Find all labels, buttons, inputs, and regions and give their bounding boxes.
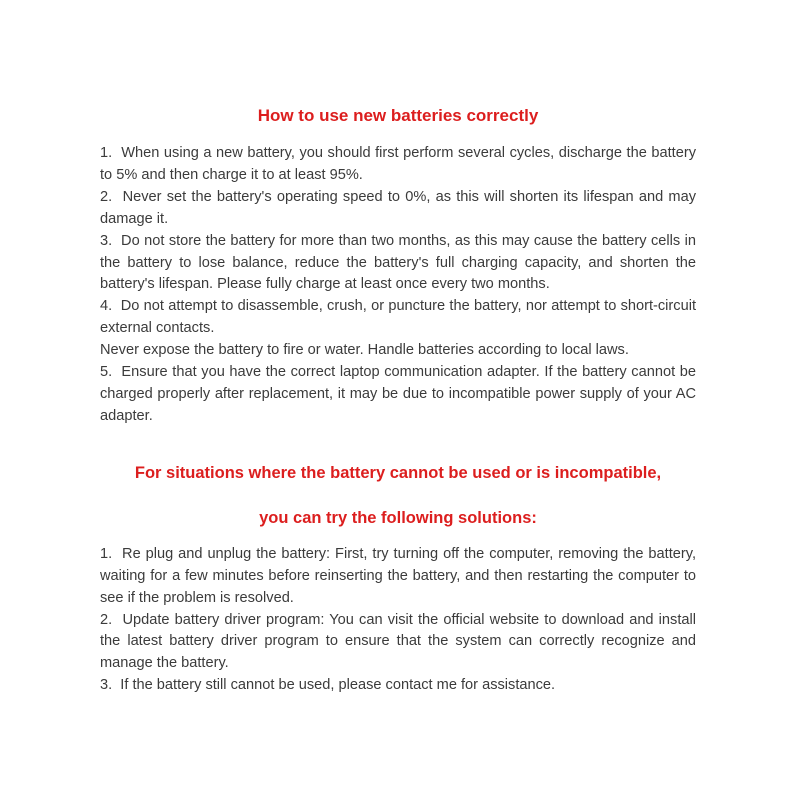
section2-paragraph-3: 3. If the battery still cannot be used, please contact me for assistance. <box>100 677 556 694</box>
section2-paragraph-2: 2. Update battery driver program: You can visit the official website to download and install the latest battery driver program to ensure that the system can correctly recognize and manage the battery. <box>100 611 696 672</box>
section2-title-line1: For situations where the battery cannot be used or is incompatible, <box>134 463 662 482</box>
section1-title: How to use new batteries correctly <box>257 106 539 125</box>
section1-paragraph-4: 4. Do not attempt to disassemble, crush, or puncture the battery, nor attempt to short-circuit external contacts. <box>100 298 696 337</box>
section1-paragraph-2: 2. Never set the battery's operating speed to 0%, as this will shorten its lifespan and may damage it. <box>100 188 696 227</box>
section1-paragraph-6: 5. Ensure that you have the correct laptop communication adapter. If the battery cannot be charged properly after replacement, it may be due to incompatible power supply of your AC adapter. <box>100 364 696 424</box>
section1-paragraph-3: 3. Do not store the battery for more than two months, as this may cause the battery cells in the battery to lose balance, reduce the battery's full charging capacity, and shorten the battery's lifespan. Please fully charge at least once every two months. <box>100 232 696 293</box>
section1-paragraph-5: Never expose the battery to fire or water. Handle batteries according to local laws. <box>100 342 629 359</box>
section2-title-line2: you can try the following solutions: <box>259 508 537 527</box>
section1-body <box>100 143 696 428</box>
document-page <box>100 104 696 697</box>
section1-paragraph-1: 1. When using a new battery, you should first perform several cycles, discharge the battery to 5% and then charge it to at least 95%. <box>100 145 696 183</box>
section2-body <box>100 544 696 697</box>
section2-paragraph-1: 1. Re plug and unplug the battery: First, try turning off the computer, removing the battery, waiting for a few minutes before reinserting the battery, and then restarting the computer to see if the problem is resolved. <box>100 545 696 606</box>
